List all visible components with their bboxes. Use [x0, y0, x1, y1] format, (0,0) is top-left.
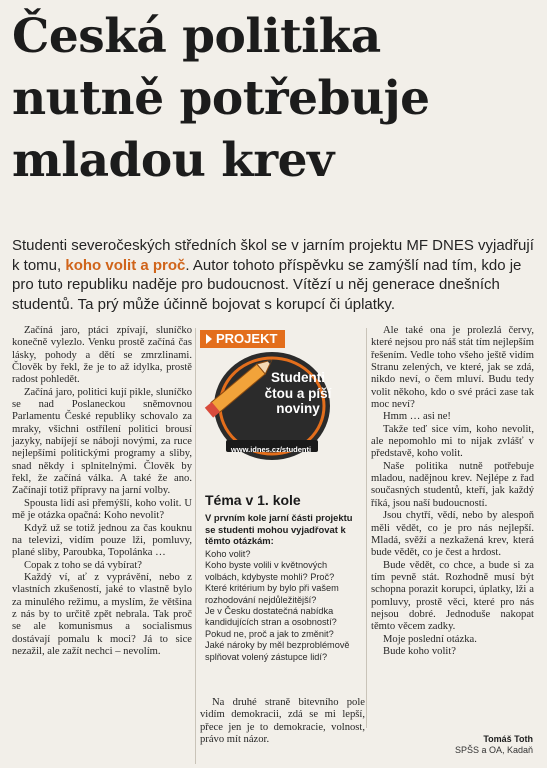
project-badge-label: PROJEKT	[216, 331, 278, 346]
body-paragraph: Začíná jaro, ptáci zpívají, sluníčko konečně vylezlo. Venku prostě začíná čas lásky, pohody a dětí se zmrzlinami. Člověk by řekl, že je to až idylka, prostě radost pohledět.	[12, 325, 192, 386]
body-paragraph: Hmm … asi ne!	[383, 411, 451, 423]
sidebar-question: Jaké nároky by měl bezproblémově splňovat volený zástupce lidí?	[205, 640, 350, 662]
body-paragraph: Bude vědět, co chce, a bude si za tím pevně stát. Rozhodně musí být schopna porazit korupci, úplatky, lži a pomluvy, prostě věci, které pro nás nejsou dobré. Jednoduše nakopat těmto věcem zadky.	[371, 559, 534, 633]
logo-line: noviny	[276, 401, 320, 416]
right-column	[371, 325, 534, 658]
column-divider	[366, 328, 367, 728]
body-paragraph: Na druhé straně bitevního pole vidím demokracii, zdá se mi lepší, přece jen je to demokracie, volnost, právo mít názor.	[200, 697, 365, 746]
body-paragraph: Moje poslední otázka.	[383, 633, 477, 645]
body-paragraph: Každý ví, ať z vyprávění, nebo z vlastních zkušeností, jaké to vlastně bylo za minulého režimu, a myslím, že většina z nás by to určitě zpět nebrala. Tak proč se ale komunismus a socialismus dostávají pomalu k moci? Já to sice nezažil, ale zažít nechci – nevolím.	[12, 571, 192, 657]
headline-line-2: nutně potřebuje	[12, 71, 430, 126]
body-paragraph: Spousta lidí asi přemýšlí, koho volit. U mě je otázka opačná: Koho nevolit?	[12, 497, 192, 522]
logo-url[interactable]: www.idnes.cz/studenti	[230, 445, 312, 454]
headline-line-3: mladou krev	[12, 133, 334, 188]
sidebar-questions	[205, 549, 355, 663]
author-name: Tomáš Toth	[483, 734, 533, 744]
headline	[12, 6, 532, 192]
sidebar-question: Je v Česku dostatečná nabídka kandidujících stran a osobností?	[205, 606, 337, 628]
body-paragraph: Takže teď sice vím, koho nevolit, ale nepomohlo mi to nijak zvlášť v představě, koho volit.	[371, 423, 534, 460]
body-paragraph: Začíná jaro, politici kují pikle, sluníčko se nad Poslaneckou sněmovnou Parlamentu České republiky schovalo za mraky, všichni ostřílení politici brousí jazyky, nabíjejí se náboji novými, za ruce nejlepšími politickými programy a sliby, snad někdy i splnitelnými. Člověk by řekl, že začíná válka. A také že ano. Začínají totiž přípravy na jarní volby.	[12, 386, 192, 497]
sidebar-question: Které kritérium by bylo při vašem rozhodování nejdůležitější?	[205, 583, 339, 605]
sidebar-question: Pokud ne, proč a jak to změnit?	[205, 628, 334, 639]
left-column	[12, 325, 192, 658]
body-paragraph: Jsou chytří, vědí, nebo by alespoň měli vědět, co je pro nás nejlepší. Mladá, svěží a nezkažená krev, která bude vědět, co je čest a hrdost.	[371, 510, 534, 559]
body-paragraph: Naše politika nutně potřebuje mladou, nadějnou krev. Nejlépe z řad současných studentů, kteří, jak každý říká, jsou naší budoucností.	[371, 460, 534, 509]
project-badge	[200, 330, 285, 348]
body-paragraph: Bude koho volit?	[383, 645, 456, 657]
headline-line-1: Česká politika	[12, 9, 381, 64]
sidebar-question: Koho volit?	[205, 549, 251, 559]
lead-text-before: Studenti severočeských středních škol se v jarním projektu MF DNES vyjadřují k tomu,	[12, 237, 534, 274]
logo-line: čtou a píší	[264, 385, 332, 401]
middle-column	[200, 697, 365, 746]
logo-line: Studenti	[271, 370, 325, 385]
author-school: SPŠS a OA, Kadaň	[454, 745, 533, 755]
body-paragraph: Ale také ona je prolezlá červy, které nejsou pro náš stát tím nejlepším řešením. Vedle toho všeho ještě vidím Stranu zelených, ve které, jak se zdá, nikdo neví, o čem mluví. Budu tedy volit někoho, kdo o své práci zase tak moc neví?	[371, 325, 534, 411]
sidebar-title: Téma v 1. kole	[205, 492, 301, 508]
logo-title	[258, 370, 338, 417]
body-paragraph: Copak z toho se dá vybírat?	[24, 559, 142, 571]
body-paragraph: Když už se totiž jednou za čas kouknu na televizi, vidím pouze lži, pomluvy, plané sliby, Paroubka, Topolánka …	[12, 522, 192, 559]
lead-paragraph	[12, 236, 537, 314]
lead-highlight: koho volit a proč	[65, 256, 186, 274]
triangle-icon	[206, 334, 212, 344]
sidebar-lead: V prvním kole jarní části projektu se studenti mohou vyjadřovat k těmto otázkám:	[205, 512, 353, 547]
lead-text-after: . Autor tohoto příspěvku se zamýšlí nad tím, kdo je pro tuto republiku naděje pro budoucnost. Vítězí u něj generace dnešních studentů. Ta prý může účinně bojovat s korupcí či úplatky.	[12, 256, 522, 313]
sidebar-question: Koho byste volili v květnových volbách, kdybyste mohli? Proč?	[205, 560, 335, 582]
